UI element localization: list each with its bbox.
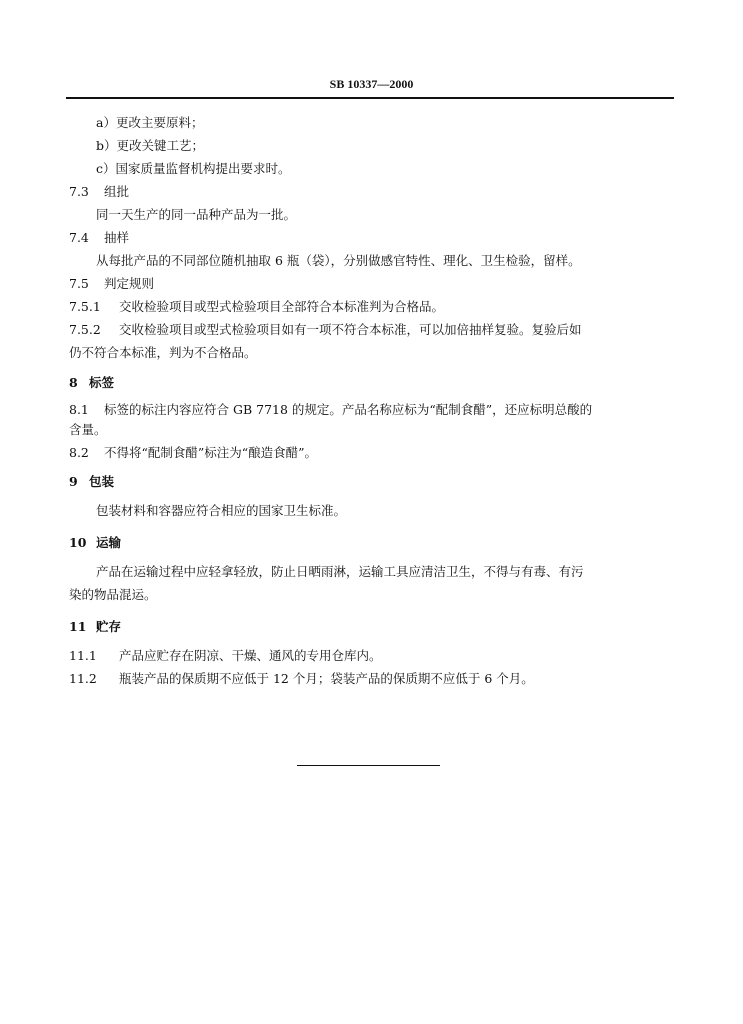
section-7-3-number: 7.3 xyxy=(69,184,89,199)
section-8-title: 标签 xyxy=(89,375,115,390)
section-9-text: 包装材料和容器应符合相应的国家卫生标准。 xyxy=(96,503,347,518)
section-8-2-number: 8.2 xyxy=(69,445,89,460)
section-8-1-number: 8.1 xyxy=(69,402,89,417)
section-10-title: 运输 xyxy=(96,535,122,550)
section-7-4-title: 抽样 xyxy=(104,230,130,245)
section-7-4-text: 从每批产品的不同部位随机抽取 6 瓶（袋），分别做感官特性、理化、卫生检验，留样。 xyxy=(96,253,581,268)
section-11-2-text: 瓶装产品的保质期不应低于 12 个月；袋装产品的保质期不应低于 6 个月。 xyxy=(119,671,534,686)
section-7-3-title: 组批 xyxy=(104,184,130,199)
list-item-c: c）国家质量监督机构提出要求时。 xyxy=(96,161,291,176)
section-7-5-number: 7.5 xyxy=(69,276,89,291)
section-10-text-line2: 染的物品混运。 xyxy=(69,587,157,602)
section-7-5-1-text: 交收检验项目或型式检验项目全部符合本标准判为合格品。 xyxy=(119,299,445,314)
section-11-2-number: 11.2 xyxy=(69,671,97,686)
end-of-document-rule xyxy=(297,765,440,766)
section-8-2-text: 不得将“配制食醋”标注为“酿造食醋”。 xyxy=(104,445,318,460)
header-rule xyxy=(66,97,674,99)
list-item-b: b）更改关键工艺； xyxy=(96,138,205,153)
section-8-1-text-line2: 含量。 xyxy=(69,422,107,437)
section-7-5-1-number: 7.5.1 xyxy=(69,299,101,314)
section-9-title: 包装 xyxy=(89,474,115,489)
section-7-5-2-text-line2: 仍不符合本标准，判为不合格品。 xyxy=(69,345,257,360)
section-10-text-line1: 产品在运输过程中应轻拿轻放，防止日晒雨淋，运输工具应清洁卫生，不得与有毒、有污 xyxy=(96,564,584,579)
section-8-number: 8 xyxy=(69,375,78,390)
section-7-5-2-number: 7.5.2 xyxy=(69,322,101,337)
section-11-title: 贮存 xyxy=(96,619,122,634)
document-code-header: SB 10337—2000 xyxy=(329,77,414,91)
section-7-3-text: 同一天生产的同一品种产品为一批。 xyxy=(96,207,297,222)
list-item-a: a）更改主要原料； xyxy=(96,115,204,130)
section-10-number: 10 xyxy=(69,535,87,550)
section-9-number: 9 xyxy=(69,474,78,489)
section-7-4-number: 7.4 xyxy=(69,230,89,245)
section-11-1-text: 产品应贮存在阴凉、干燥、通风的专用仓库内。 xyxy=(119,648,382,663)
section-7-5-title: 判定规则 xyxy=(104,276,155,291)
section-7-5-2-text-line1: 交收检验项目或型式检验项目如有一项不符合本标准，可以加倍抽样复验。复验后如 xyxy=(119,322,582,337)
section-11-number: 11 xyxy=(69,619,87,634)
section-11-1-number: 11.1 xyxy=(69,648,97,663)
section-8-1-text-line1: 标签的标注内容应符合 GB 7718 的规定。产品名称应标为“配制食醋”，还应标明总酸的 xyxy=(104,402,593,417)
